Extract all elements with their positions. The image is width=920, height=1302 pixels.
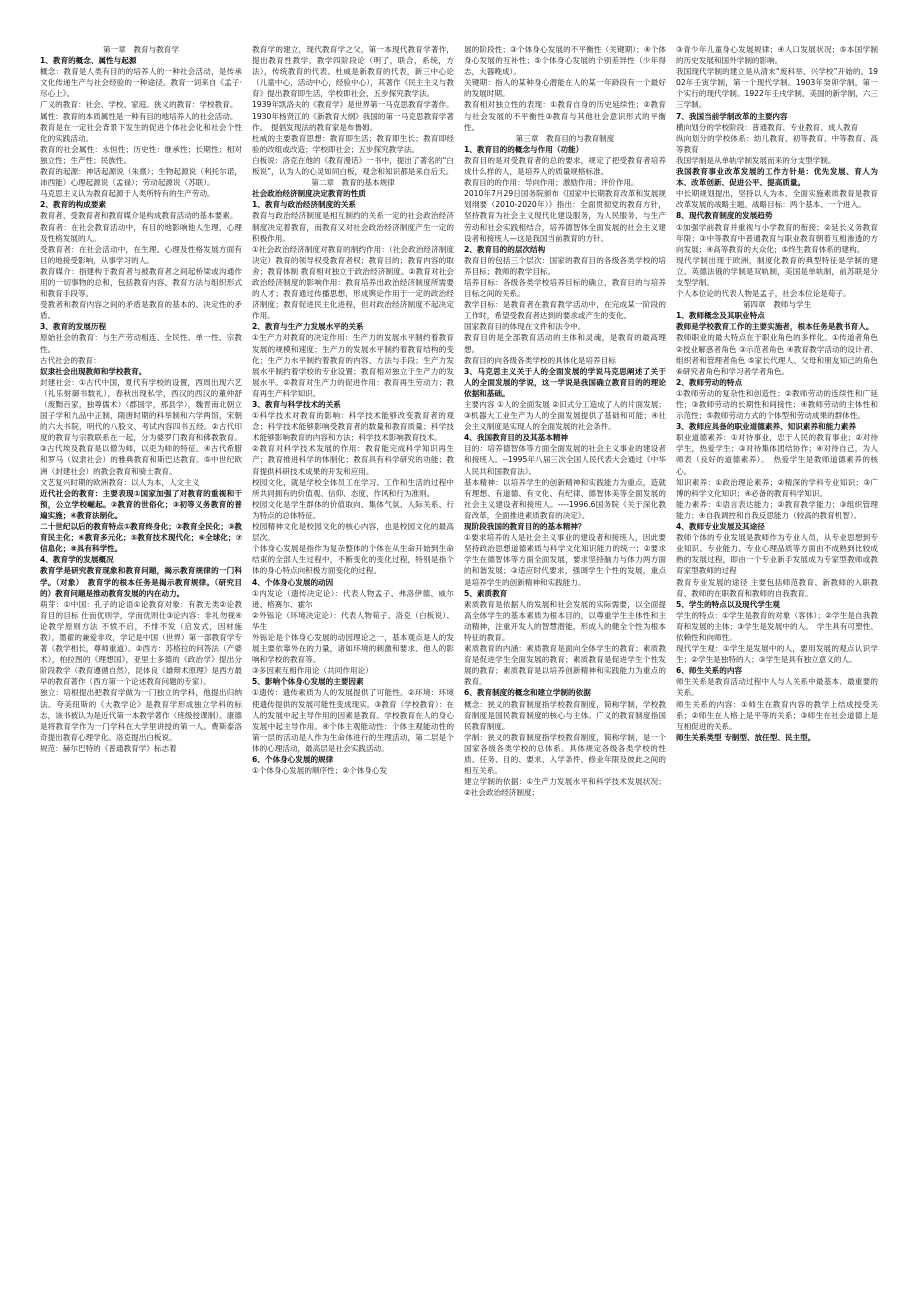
paragraph: ①科学技术对教育的影响：科学技术能够改变教育者的观念；科学技术能够影响受教育者的数量和教育质量；科学技术能够影响教育的内容和方法；科学技术影响教育技术。 bbox=[252, 411, 454, 443]
paragraph: 个人本位论的代表人物是孟子，社会本位论是荀子。 bbox=[676, 289, 851, 299]
paragraph: ①加强学前教育并重视与小学教育的衔接；②延长义务教育年限；③中等教育中普通教育与职业教育朝着互相渗透的方向发展；④高等教育的大众化；⑤终生教育体系的建构。 bbox=[676, 222, 878, 254]
paragraph: 教育是在一定社会背景下发生的促进个体社会化和社会个性化的实践活动。 bbox=[40, 122, 242, 143]
paragraph: ①内发论（遗传决定论）：代表人物孟子、弗洛伊德、威尔逊、格赛尔、霍尔 bbox=[252, 588, 454, 609]
section-heading: 1、教育的概念、属性与起源 bbox=[40, 56, 137, 66]
paragraph: 校园文化，就是学校全体员工在学习、工作和生活的过程中所共同拥有的价值观、信仰、态度、作风和行为准则。 bbox=[252, 477, 454, 498]
section-heading: 8、现代教育制度的发展趋势 bbox=[676, 211, 773, 221]
section-heading: 师生关系类型 专制型、放任型、民主型。 bbox=[676, 732, 816, 742]
paragraph: ①遗传：遗传素质为人的发展提供了可能性。②环境：环境使遗传提供的发展可能性变成现实。③教育（学校教育）：在人的发展中起主导作用的因素是教育。学校教育在人的身心发展中起主导作用。④个体主观能动性：个体主观能动性的第一层的活动是人作为生命体进行的生理活动，第二层是个体的心理活动，最高层是社会实践活动。 bbox=[252, 688, 454, 753]
section-heading: 6、教育制度的概念和建立学制的依据 bbox=[464, 688, 591, 698]
chapter-title: 第二章 教育的基本规律 bbox=[311, 178, 395, 188]
paragraph: 校园精神文化是校园文化的核心内容，也是校园文化的最高层次。 bbox=[252, 522, 454, 543]
section-heading: 4、个体身心发展的动因 bbox=[252, 577, 334, 587]
paragraph: 教师个体的专业发展是教师作为专业人员，从专业思想到专业知识、专业能力、专业心理品质等方面由不成熟到比较成熟的发展过程，即由一个专业新手发展成为专家型教师或教育家型教师的过程 bbox=[676, 533, 878, 576]
paragraph: 白板说：洛克在他的《教育漫话》一书中，提出了著名的“白板说”，认为人的心灵如同白板，观念和知识都是来自后天。 bbox=[252, 155, 454, 177]
paragraph: 规范：赫尔巴特的《普通教育学》标志着 bbox=[40, 743, 177, 753]
column-3 bbox=[464, 44, 666, 1292]
paragraph: 教育目的包括三个层次：国家的教育目的各级各类学校的培养目标；教师的教学目标。 bbox=[464, 255, 666, 276]
paragraph: 关键期：指人的某种身心潜能在人的某一年龄段有一个最好的发展时期。 bbox=[464, 78, 666, 99]
paragraph: 教育目的是全部教育活动的主体和灵魂，是教育的最高理想。 bbox=[464, 333, 666, 354]
paragraph: 主要内容 ①人的全面发展 ②旧式分工造成了人的片面发展；③机器大工业生产为人的全面发展提供了基础和可能；④社会主义制度是实现人的全面发展的社会条件。 bbox=[464, 400, 666, 432]
paragraph: 素质教育的内涵：素质教育是面向全体学生的教育；素质教育是促进学生全面发展的教育；素质教育是促进学生个性发展的教育；素质教育是以培养创新精神和实践能力为重点的教育。 bbox=[464, 644, 666, 687]
section-heading: 2、教育与生产力发展水平的关系 bbox=[252, 322, 364, 332]
paragraph: 教育相对独立性的表现：①教育自身的历史延续性；②教育与社会发展的不平衡性③教育与其他社会意识形式的平衡性。 bbox=[464, 100, 666, 132]
paragraph: 受教育者：在社会活动中，在生理、心理及性格发展方面有目的地接受影响，从事学习的人。 bbox=[40, 244, 242, 265]
paragraph: ①社会政治经济制度对教育的制约作用：（社会政治经济制度决定）教育的领导权受教育者权；教育目的；教育内容的取舍；教育体制 教育相对独立于政治经济制度。②教育对社会政治经济制度的影响作用：教育培养出政治经济制度所需要的人才；教育通过传播思想，形成舆论作用于一定的政治经济制度；教育促进民主化进程，但对政治经济制度不起决定作用。 bbox=[252, 244, 454, 321]
paragraph: 受教者和教育内容之间的矛盾是教育的基本的、决定性的矛盾。 bbox=[40, 300, 242, 321]
section-heading: 4、教育学的发展概况 bbox=[40, 555, 114, 565]
paragraph: ③多因素互相作用论（共同作用论） bbox=[252, 666, 373, 676]
section-heading: 1、教育与政治经济制度的关系 bbox=[252, 200, 357, 210]
paragraph: 纵向划分的学校体系：幼儿教育、初等教育、中等教育、高等教育 bbox=[676, 133, 878, 154]
paragraph: 萌芽：①中国：孔子的论语①论教育对象：有教无类②论教育目的目标 仕而优则学，学而优则仕③论内容：非礼勿视④论教学原则方法 不愤不启，不悱不发（启发式，因材施教）。墨翟的兼爱非攻，学记是中国（世界）第一部教育学专著（教学相长，尊师重道）。②西方：苏格拉的问答法（产婆术），柏拉图的《理想国》，亚里士多德的《政治学》提出分阶段教学（教育遵循自然），昆体良《雄辩术原理》是西方最早的教育著作（西方第一个论述教育问题的专家）。 bbox=[40, 599, 242, 687]
paragraph: 原始社会的教育：与生产劳动相连、全民性、单一性、宗教性。 bbox=[40, 333, 242, 354]
section-heading: 奴隶社会出现教师和学校教育。 bbox=[40, 366, 147, 376]
paragraph: 教育目的是对受教育者的总的要求，规定了把受教育者培养成什么样的人，是培养人的质量规格标准。 bbox=[464, 155, 666, 177]
paragraph: 教育的社会属性：永恒性；历史性：继承性；长期性；相对独立性；生产性；民族性。 bbox=[40, 144, 242, 165]
chapter-title: 第四章 教师与学生 bbox=[742, 300, 812, 310]
paragraph: 我国现代学制的建立是从清末“废科举、兴学校”开始的。1902年壬寅学制，第一个现代学制。1903年癸卯学制，第一个实行的现代学制。1922年壬戌学制，美国的新学制，六三三学制。 bbox=[676, 67, 878, 110]
section-heading: 社会政治经济制度决定教育的性质 bbox=[252, 189, 366, 199]
section-heading: 教育学是研究教育现象和教育问题，揭示教育规律的一门科学。（对象） 教育学的根本任务是揭示教育规律。（研究目的）教育问题是推动教育发展的内在动力。 bbox=[40, 566, 242, 598]
paragraph: ③青少年儿童身心发展规律；④人口发展状况；⑤本国学制的历史发展和国外学制的影响。 bbox=[676, 45, 878, 66]
paragraph: 教育媒介：指建构于教育者与被教育者之间起桥梁或沟通作用的一切事物的总和，包括教育内容、教育方法与组织形式和教育手段等。 bbox=[40, 266, 242, 299]
paragraph: 横向划分的学校阶段：普通教育、专业教育、成人教育 bbox=[676, 122, 859, 132]
paragraph: 文艺复兴时期的欧洲教育：以人为本，人文主义 bbox=[40, 477, 200, 487]
paragraph: ②教育对科学技术发展的作用：教育能完成科学知识再生产；教育推进科学的体制化；教育具有科学研究的功能；教育提供科研技术成果的开发和应用。 bbox=[252, 444, 454, 476]
section-heading: 教师是学校教育工作的主要实施者，根本任务是教书育人。 bbox=[676, 322, 874, 332]
paragraph: 教育学的建立，现代教育学之父，第一本现代教育学著作，提出教育性教学，教学四阶段论（明了，联合，系统，方法），传统教育的代表。杜威是新教育的代表，新三中心论（儿童中心，活动中心，经验中心），其著作《民主主义与教育》提出教育即生活，学校即社会，五步探究教学法。 bbox=[252, 45, 454, 99]
chapter-title: 第一章 教育与教育学 bbox=[103, 45, 179, 54]
section-heading: 5、影响个体身心发展的主要因素 bbox=[252, 677, 364, 687]
section-heading: 2、教育的构成要素 bbox=[40, 200, 107, 210]
section-heading: 2、教育目的的层次结构 bbox=[464, 244, 546, 254]
section-heading: 1、教师概念及其职业特点 bbox=[676, 311, 765, 321]
paragraph: 建立学制的依据：①生产力发展水平和科学技术发展状况；②社会政治经济制度； bbox=[464, 777, 666, 798]
section-heading: 现阶段我国的教育目的的基本精神？ bbox=[464, 522, 586, 532]
paragraph: 能力素养：①语言表达能力；②教育教学能力；③组织管理能力；④自我调控和自我反思能力（较高的教育机智）。 bbox=[676, 499, 878, 520]
paragraph: 知识素养：①政治理论素养；②精深的学科专业知识；③广博的科学文化知识；④必备的教育科学知识。 bbox=[676, 477, 878, 498]
paragraph: 古代社会的教育： bbox=[40, 355, 101, 365]
paragraph: 国家教育目的体现在文件和法令中。 bbox=[464, 322, 586, 332]
section-heading: 3、马克思主义关于人的全面发展的学说马克思阐述了关于人的全面发展的学说，这一学说是我国确立教育目的的理论依据和基础。 bbox=[464, 366, 666, 398]
paragraph: 培养目标：各级各类学校培养目标的确立，教育目的与培养目标之间的关系。 bbox=[464, 277, 666, 299]
paragraph: 杜威的主要教育思想：教育即生活；教育即生长；教育即经验的改组或改造；学校即社会；五步探究教学法。 bbox=[252, 133, 454, 154]
section-heading: 3、教师应具备的职业道德素养、知识素养和能力素养 bbox=[676, 422, 856, 432]
paragraph: 教育与政治经济制度是相互制约的关系一定的社会政治经济制度决定着教育，而教育又对社会政治经济制度产生一定的积极作用。 bbox=[252, 211, 454, 243]
paragraph: 中长期规划提出，坚持以人为本、全面实施素质教育是教育改革发展的战略主题。战略目标：两个基本、一个进入。 bbox=[676, 189, 878, 210]
paragraph: 学生的特点：①学生是教育的对象（客体）；②学生是自我教育和发展的主体；③学生是发展中的人。 学生具有可塑性、依赖性和向师性。 bbox=[676, 610, 878, 642]
section-heading: 3、教育与科学技术的关系 bbox=[252, 400, 341, 409]
section-heading: 二十世纪以后的教育特点①教育终身化；②教育全民化；③教育民主化；④教育多元化；⑤教育技术现代化；⑥全球化；⑦信息化；⑧具有科学性。 bbox=[40, 522, 242, 554]
column-4 bbox=[676, 44, 878, 1292]
section-heading: 6、师生关系的内容 bbox=[676, 666, 743, 676]
paragraph: 马克思主义认为教育起源于人类所特有的生产劳动。 bbox=[40, 189, 215, 199]
paragraph: 学制：狭义的教育制度指学校教育制度，简称学制，是一个国家各级各类学校的总体系。具体规定各级各类学校的性质、任务、目的、要求、入学条件、修业年限及彼此之间的相互关系。 bbox=[464, 732, 666, 776]
section-heading: 7、我国当前学制改革的主要内容 bbox=[676, 111, 788, 121]
paragraph: ①个体身心发展的顺序性；②个体身心发 bbox=[252, 766, 388, 776]
section-heading: 3、教育的发展历程 bbox=[40, 322, 107, 332]
section-heading: 6、个体身心发展的规律 bbox=[252, 755, 334, 764]
paragraph: 职业道德素养：①对待事业，忠于人民的教育事业；②对待学生，热爱学生；③对待集体团结协作；④对待自己，为人师表（良好的道德素养）。 热爱学生是教师道德素养的核心。 bbox=[676, 433, 878, 476]
paragraph: 外铄论是个体身心发展的动因理论之一，基本观点是人的发展主要依靠外在的力量，诸如环境的刺激和要求、他人的影响和学校的教育等。 bbox=[252, 632, 454, 665]
paragraph: 1930年杨贤江的《新教育大纲》我国的第一马克思教育学著作。 提倡发现法的教育家是布鲁姆。 bbox=[252, 111, 454, 132]
paragraph: 教师职业的最大特点在于职业角色的多样化。①传道者角色 ②授业解惑者角色 ③示范者角色 ④教育教学活动的设计者、组织者和管理者角色 ⑤家长代理人、父母和朋友知己的角色 ⑥研究者角色和学习者学者角色。 bbox=[676, 333, 878, 376]
paragraph: 封建社会：①古代中国，夏代有学校的设置，西周出现六艺（礼乐射御书数礼），春秋出现私学，西汉的西汉的董仲舒（废黜百家，独尊儒术）（郡国学，那县学），魏晋南北朝立国子学和九品中正制，隋唐时期的科举制和六学两馆，宋朝的六大书院，明代的八股文，考试内容四书五经。②古代印度的教育与宗教联系在一起，分为婆罗门教育和佛教教育。③古代埃及教育是以僧为师，以吏为师的特征。④古代希腊和罗马（奴隶社会）的雅典教育和斯巴达教育。⑤中世纪欧洲（封建社会）的教会教育和骑士教育。 bbox=[40, 377, 242, 476]
paragraph: ①要求培养的人是社会主义事业的建设者和接班人，因此要坚持政治思想道德素质与科学文化知识能力的统一；②要求学生在德智体等方面全面发展，要求坚持脑力与体力两方面的和谐发展；③适应时代要求，强调学生个性的发展，重点是培养学生的创新精神和实践能力。 bbox=[464, 533, 666, 587]
paragraph: 独立：培根提出把教育学做为一门独立的学科，他提出归纳法。夸美纽斯的《大教学论》是教育学形成独立学科的标志，该书被认为是近代第一本教学著作（班级授课制）。康德是将教育学作为一门学科在大学里讲授的第一人。费斯泰洛奇提出教育心理学化。洛克提出白板说。 bbox=[40, 688, 242, 742]
paragraph: 目的：培养德智体等方面全面发展的社会主义事业的建设者和接班人。--1995年八届三次全国人民代表大会通过《中华人民共和国教育法》。 bbox=[464, 444, 666, 476]
chapter-title: 第三章 教育目的与教育制度 bbox=[515, 133, 615, 143]
section-heading: 2、教师劳动的特点 bbox=[676, 377, 743, 387]
section-heading: 4、教师专业发展及其途径 bbox=[676, 522, 765, 532]
section-heading: 近代社会的教育：主要表现①国家加强了对教育的重视和干预，公立学校崛起。②教育的世俗化；③初等义务教育的普遍实施；④教育法制化。 bbox=[40, 488, 242, 520]
paragraph: 校园文化是学生群体的价值取向、集体气氛、人际关系、行为特点的总体特征。 bbox=[252, 499, 454, 520]
section-heading: 5、学生的特点以及现代学生观 bbox=[676, 599, 781, 609]
paragraph: 基本精神：以培养学生的创新精神和实践能力为重点，造就有理想、有道德、有文化、有纪律、德智体美等全面发展的社会主义建设者和接班人。----1996.6国务院《关于深化教育改革，全面推进素质教育的决定》。 bbox=[464, 477, 666, 520]
paragraph: 师生关系的内容：①师生在教育内容的教学上结成授受关系；②师生在人格上是平等的关系；③师生在社会道德上是互相促进的关系。 bbox=[676, 699, 878, 731]
paragraph: 教育的起源：神话起源说（朱熹）；生物起源说（利托尔诺，沛西能）心理起源说（孟禄）；劳动起源说（苏联）。 bbox=[40, 167, 242, 188]
paragraph: 1939年凯洛夫的《教育学》是世界第一马克思教育学著作。 bbox=[252, 100, 454, 110]
column-2 bbox=[252, 44, 454, 1292]
paragraph: ①生产力对教育的决定作用：生产力的发展水平制约着教育发展的规模和速度；生产力的发展水平制约着教育结构的变化；生产力水平制约着教育的内容、方法与手段；生产力发展水平制约着学校的专业设置；教育相对独立于生产力的发展水平。②教育对生产力的促进作用：教育再生劳动力；教育再生产科学知识。 bbox=[252, 333, 454, 398]
section-heading: 5、素质教育 bbox=[464, 588, 508, 598]
section-heading: 1、教育目的的概念与作用（功能） bbox=[464, 144, 584, 154]
paragraph: 概念：狭义的教育制度指学校教育制度，简称学制，学校教育制度是国民教育制度的核心与主体。广义的教育制度指国民教育制度。 bbox=[464, 699, 666, 731]
column-1 bbox=[40, 44, 242, 1292]
paragraph: 我国学制是从单轨学制发展而来的分支型学制。 bbox=[676, 155, 836, 165]
paragraph: 教育者：在社会教育活动中，有目的地影响他人生理、心理及性格发展的人。 bbox=[40, 222, 242, 243]
paragraph: 2010年7月29日国务院颁布《国家中长期教育改革和发展规划纲要（2010-2020年）》指出：全面贯彻党的教育方针，坚持教育为社会主义现代化建设服务，为人民服务，与生产劳动和社会实践相结合，培养德智体全面发展的社会主义建设者和接班人—这是我国当前教育的方针。 bbox=[464, 189, 666, 243]
paragraph: 现代学制出现于欧洲，制度化教育的典型特征是学制的建立。英德法俄的学制是双轨制，美国是单轨制，前苏联是分支型学制。 bbox=[676, 255, 878, 287]
paragraph: 教育者、受教育者和教育媒介是构成教育活动的基本要素。 bbox=[40, 211, 238, 221]
section-heading: 4、我国教育目的及其基本精神 bbox=[464, 433, 569, 443]
section-heading: 我国教育事业改革发展的工作方针是：优先发展、育人为本、改革创新、促进公平、提高质量。 bbox=[676, 167, 878, 188]
paragraph: 属性：教育的本质属性是一种有目的地培养人的社会活动。 bbox=[40, 111, 238, 121]
paragraph: 个体身心发展是指作为复杂整体的个体在从生命开始到生命结束的全部人生过程中，不断变化的变化过程，特别是指个体的身心特点向积极方面变化的过程。 bbox=[252, 544, 454, 576]
paragraph: 素质教育是依据人的发展和社会发展的实际需要，以全面提高全体学生的基本素质为根本目的，以尊重学生主体性和主动精神，注重开发人的智慧潜能，形成人的健全个性为根本特征的教育。 bbox=[464, 599, 666, 642]
paragraph: 教育目的的作用：导向作用；激励作用；评价作用。 bbox=[464, 178, 639, 188]
paragraph: 展的阶段性；③个体身心发展的不平衡性（关键期）；④个体身心发展的互补性；⑤个体身心发展的个别差异性（少年得志，大器晚成）。 bbox=[464, 45, 666, 77]
paragraph: ①教师劳动的复杂性和创造性；②教师劳动的连续性和广延性；③教师劳动的长期性和间接性；④教师劳动的主体性和示范性；⑤教师劳动方式的个体型和劳动成果的群体性。 bbox=[676, 388, 878, 421]
paragraph: 教学目标：是教育者在教育教学活动中，在完成某一阶段的工作时，希望受教育者达到的要求或产生的变化。 bbox=[464, 300, 666, 321]
paragraph: 教育目的向各级各类学校的具体化是培养目标 bbox=[464, 355, 616, 365]
paragraph: 师生关系是教育活动过程中人与人关系中最基本、最重要的关系。 bbox=[676, 677, 878, 698]
paragraph: ②外铄论（环境决定论）：代表人物荀子、洛克（白板说）、华生 bbox=[252, 610, 454, 631]
paragraph: 广义的教育：社会、学校、家庭。狭义的教育：学校教育。 bbox=[40, 100, 238, 110]
paragraph: 教育专业发展的途径 主要包括师范教育、新教师的入职教育、教师的在职教育和教师的自我教育。 bbox=[676, 577, 878, 598]
paragraph: 现代学生观：①学生是发展中的人，要用发展的观点认识学生；②学生是独特的人；③学生是具有独立意义的人。 bbox=[676, 644, 878, 665]
paragraph: 概念：教育是人类有目的的培养人的一种社会活动，是传承文化传递生产与社会经验的一种途径。教育一词来自《孟子·尽心上》。 bbox=[40, 67, 242, 99]
